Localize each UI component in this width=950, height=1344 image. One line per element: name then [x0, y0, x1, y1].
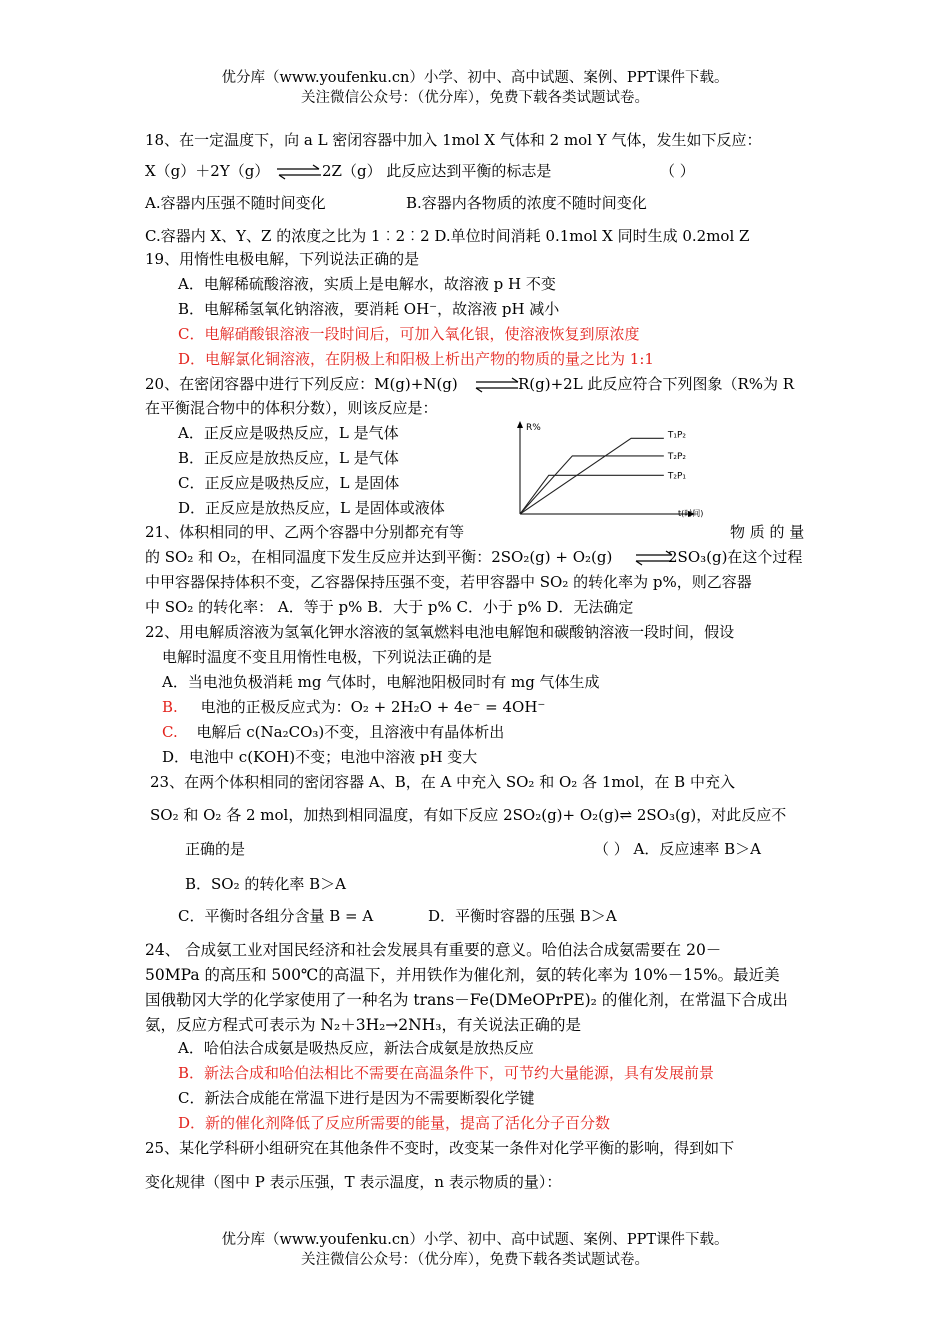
q21-line-2-right: 2SO₃(g)在这个过程: [668, 548, 803, 566]
q24-line-2: 50MPa 的高压和 500℃的高温下，并用铁作为催化剂，氨的转化率为 10%－15%。最近美: [145, 966, 780, 984]
q19-option-d: D．电解氯化铜溶液，在阴极上和阳极上析出产物的物质的量之比为 1:1: [178, 350, 654, 368]
equilibrium-arrow-icon: [275, 165, 323, 179]
q23-stem-line-2: SO₂ 和 O₂ 各 2 mol，加热到相同温度，有如下反应 2SO₂(g)+ O₂(g)⇌ 2SO₃(g)，对此反应不: [150, 806, 787, 824]
q23-option-a: （ ） A．反应速率 B＞A: [594, 840, 761, 858]
q24-option-a: A．哈伯法合成氨是吸热反应，新法合成氨是放热反应: [178, 1039, 534, 1057]
q19-option-c: C．电解硝酸银溶液一段时间后，可加入氧化银，使溶液恢复到原浓度: [178, 325, 640, 343]
q18-equation-left: X（g）＋2Y（g）: [145, 162, 270, 180]
q18-answer-blank: （ ）: [660, 162, 695, 180]
q18-equation-right: 2Z（g） 此反应达到平衡的标志是: [322, 162, 552, 180]
q19-option-a: A．电解稀硫酸溶液，实质上是电解水，故溶液 p H 不变: [178, 275, 556, 293]
q25-line-2: 变化规律（图中 P 表示压强，T 表示温度，n 表示物质的量）：: [145, 1173, 562, 1191]
q22-option-a: A．当电池负极消耗 mg 气体时，电解池阳极同时有 mg 气体生成: [162, 673, 600, 691]
chart-x-label: t(时间): [678, 509, 704, 518]
chart-series-line: [520, 475, 664, 514]
q21-line-1-right: 物 质 的 量: [730, 523, 805, 541]
page-footer-line-2: 关注微信公众号：（优分库），免费下载各类试题试卷。: [301, 1252, 649, 1268]
q22-stem: 22、用电解质溶液为氢氧化钾水溶液的氢氧燃料电池电解饱和碳酸钠溶液一段时间，假设: [145, 623, 735, 641]
q21-line-3: 中甲容器保持体积不变，乙容器保持压强不变，若甲容器中 SO₂ 的转化率为 p%，则乙容器: [145, 573, 752, 591]
equilibrium-arrow-icon: [474, 378, 520, 392]
q24-line-4: 氨，反应方程式可表示为 N₂＋3H₂→2NH₃，有关说法正确的是: [145, 1016, 581, 1034]
q20-stem-right: R(g)+2L 此反应符合下列图象（R%为 R: [518, 375, 795, 393]
q20-option-d: D．正反应是放热反应，L 是固体或液体: [178, 499, 445, 517]
q24-line-3: 国俄勒冈大学的化学家使用了一种名为 trans－Fe(DMeOPrPE)₂ 的催化剂，在常温下合成出: [145, 991, 788, 1009]
q22-option-b-row: [162, 697, 545, 717]
q21-line-2: 的 SO₂ 和 O₂，在相同温度下发生反应并达到平衡：2SO₂(g) + O₂(g): [145, 548, 613, 566]
q21-line-1-left: 21、体积相同的甲、乙两个容器中分别都充有等: [145, 523, 465, 541]
q22-stem-line-2: 电解时温度不变且用惰性电极，下列说法正确的是: [162, 648, 493, 666]
q20-stem-line-2: 在平衡混合物中的体积分数），则该反应是：: [145, 399, 438, 417]
q19-stem: 19、用惰性电极电解，下列说法正确的是: [145, 250, 420, 268]
q24-option-c: C．新法合成能在常温下进行是因为不需要断裂化学键: [178, 1089, 535, 1107]
q22-option-d: D．电池中 c(KOH)不变；电池中溶液 pH 变大: [162, 748, 478, 766]
q22-option-b-label: B.: [162, 698, 178, 716]
q23-option-b: B．SO₂ 的转化率 B＞A: [185, 875, 347, 893]
chart-y-axis-arrow: [517, 421, 523, 428]
page-header-line-1: 优分库（www.youfenku.cn）小学、初中、高中试题、案例、PPT课件下载。: [221, 70, 729, 86]
q22-option-c-label: C.: [162, 723, 178, 741]
q23-stem-line-3: 正确的是: [185, 840, 246, 858]
q20-option-c: C．正反应是吸热反应，L 是固体: [178, 474, 400, 492]
q18-option-cd: C.容器内 X、Y、Z 的浓度之比为 1︰2︰2 D.单位时间消耗 0.1mol X 同时生成 0.2mol Z: [145, 227, 750, 245]
q18-option-b: B.容器内各物质的浓度不随时间变化: [406, 194, 647, 212]
q23-option-d: D．平衡时容器的压强 B＞A: [428, 907, 617, 925]
chart-series-label: T₂P₁: [667, 471, 686, 482]
q23-option-c: C．平衡时各组分含量 B = A: [178, 907, 374, 925]
chart-series-label: T₁P₂: [667, 430, 686, 441]
q20-stem-left: 20、在密闭容器中进行下列反应：M(g)+N(g): [145, 375, 458, 393]
q24-option-d: D．新的催化剂降低了反应所需要的能量，提高了活化分子百分数: [178, 1114, 611, 1132]
q22-option-c: 电解后 c(Na₂CO₃)不变，且溶液中有晶体析出: [196, 723, 505, 741]
page-footer-line-1: 优分库（www.youfenku.cn）小学、初中、高中试题、案例、PPT课件下载。: [221, 1232, 729, 1248]
chart-y-label: R%: [526, 423, 541, 433]
page-header-line-2: 关注微信公众号：（优分库），免费下载各类试题试卷。: [301, 90, 649, 106]
chart-series-label: T₂P₂: [667, 451, 686, 462]
q18-stem: 18、在一定温度下，向 a L 密闭容器中加入 1mol X 气体和 2 mol Y 气体，发生如下反应：: [145, 131, 762, 149]
q23-stem: 23、在两个体积相同的密闭容器 A、B，在 A 中充入 SO₂ 和 O₂ 各 1mol，在 B 中充入: [150, 773, 735, 791]
q20-option-b: B．正反应是放热反应，L 是气体: [178, 449, 399, 467]
q25-line-1: 25、某化学科研小组研究在其他条件不变时，改变某一条件对化学平衡的影响，得到如下: [145, 1139, 735, 1157]
q24-line-1: 24、 合成氨工业对国民经济和社会发展具有重要的意义。哈伯法合成氨需要在 20－: [145, 941, 722, 959]
q24-option-b: B．新法合成和哈伯法相比不需要在高温条件下，可节约大量能源，具有发展前景: [178, 1064, 715, 1082]
q18-option-a: A.容器内压强不随时间变化: [145, 194, 326, 212]
q21-line-4-options: 中 SO₂ 的转化率： A．等于 p% B．大于 p% C．小于 p% D．无法确定: [145, 598, 634, 616]
chart-series-line: [520, 438, 664, 514]
q20-option-a: A．正反应是吸热反应，L 是气体: [178, 424, 399, 442]
q22-option-c-row: [162, 722, 504, 742]
q19-option-b: B．电解稀氢氧化钠溶液，要消耗 OH⁻，故溶液 pH 减小: [178, 300, 560, 318]
q20-r-percent-time-chart: [508, 418, 704, 522]
q22-option-b: 电池的正极反应式为：O₂ + 2H₂O + 4e⁻ = 4OH⁻: [200, 698, 546, 716]
